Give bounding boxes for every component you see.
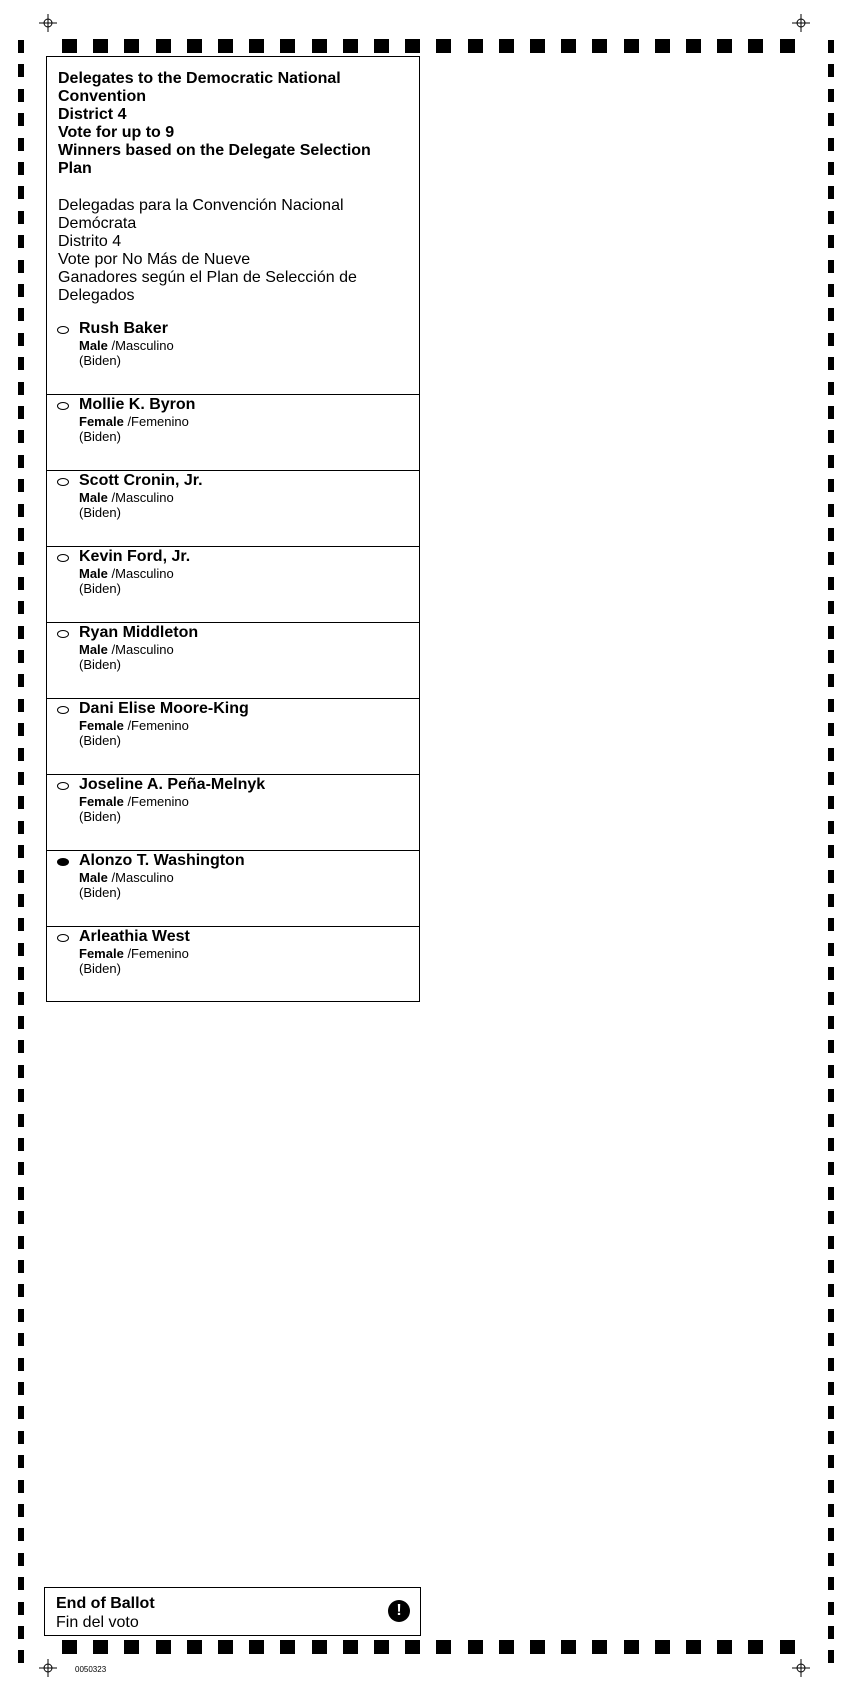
timing-mark [828, 406, 834, 419]
timing-mark [828, 113, 834, 126]
timing-mark [828, 577, 834, 590]
title-line: Delegadas para la Convención Nacional [58, 197, 344, 214]
timing-mark [828, 1162, 834, 1175]
vote-oval[interactable] [57, 630, 69, 638]
timing-mark [18, 211, 24, 224]
timing-mark [18, 1626, 24, 1639]
candidate-option[interactable] [47, 927, 419, 1003]
timing-mark [18, 1431, 24, 1444]
timing-mark [18, 1114, 24, 1127]
candidate-name: Joseline A. Peña-Melnyk [79, 776, 266, 793]
timing-mark [436, 39, 451, 53]
title-line: Ganadores según el Plan de Selección de [58, 269, 357, 286]
vote-oval[interactable] [57, 934, 69, 942]
timing-mark [828, 89, 834, 102]
timing-mark [828, 1602, 834, 1615]
timing-mark [828, 382, 834, 395]
timing-mark [499, 1640, 514, 1654]
timing-mark [18, 1480, 24, 1493]
timing-mark [828, 796, 834, 809]
timing-mark [828, 1626, 834, 1639]
timing-mark [18, 894, 24, 907]
gender-english: Male [79, 338, 108, 353]
timing-mark [18, 40, 24, 53]
gender-spanish: /Masculino [111, 870, 174, 885]
candidate-name: Arleathia West [79, 928, 190, 945]
gender-english: Female [79, 946, 124, 961]
candidate-option[interactable] [47, 623, 419, 699]
timing-mark [18, 357, 24, 370]
candidate-option[interactable] [47, 851, 419, 927]
contest-title-spanish [58, 197, 409, 305]
timing-mark [18, 943, 24, 956]
timing-marks-bottom [0, 1640, 852, 1654]
timing-mark [828, 1406, 834, 1419]
candidate-affiliation: (Biden) [79, 961, 121, 976]
timing-mark [828, 1309, 834, 1322]
timing-mark [828, 1114, 834, 1127]
end-of-ballot-box [44, 1587, 421, 1636]
timing-mark [93, 1640, 108, 1654]
timing-mark [18, 89, 24, 102]
candidate-affiliation: (Biden) [79, 429, 121, 444]
timing-mark [18, 1236, 24, 1249]
timing-mark [18, 1602, 24, 1615]
gender-spanish: /Femenino [127, 414, 189, 429]
timing-mark [828, 992, 834, 1005]
timing-mark [18, 1382, 24, 1395]
timing-mark [18, 1528, 24, 1541]
timing-mark [828, 1211, 834, 1224]
timing-mark [18, 186, 24, 199]
vote-oval[interactable] [57, 326, 69, 334]
timing-mark [312, 39, 327, 53]
registration-mark-bottom-right-icon [792, 1659, 810, 1677]
timing-mark [828, 1431, 834, 1444]
timing-mark [828, 162, 834, 175]
timing-mark [218, 1640, 233, 1654]
timing-mark [18, 967, 24, 980]
timing-mark [828, 504, 834, 517]
timing-mark [18, 382, 24, 395]
timing-mark [187, 1640, 202, 1654]
timing-mark [828, 1187, 834, 1200]
timing-mark [468, 1640, 483, 1654]
timing-mark [18, 1553, 24, 1566]
timing-mark [828, 1236, 834, 1249]
timing-mark [18, 333, 24, 346]
timing-mark [156, 39, 171, 53]
timing-mark [18, 1065, 24, 1078]
title-line: District 4 [58, 106, 127, 123]
timing-mark [828, 1260, 834, 1273]
candidate-affiliation: (Biden) [79, 809, 121, 824]
timing-mark [18, 552, 24, 565]
timing-mark [18, 992, 24, 1005]
timing-mark [780, 39, 795, 53]
candidate-affiliation: (Biden) [79, 505, 121, 520]
timing-mark [828, 260, 834, 273]
timing-mark [18, 1162, 24, 1175]
timing-mark [828, 674, 834, 687]
timing-mark [62, 1640, 77, 1654]
timing-mark [828, 284, 834, 297]
end-of-ballot-label-spanish: Fin del voto [56, 1614, 139, 1631]
timing-mark [828, 821, 834, 834]
timing-mark [828, 1528, 834, 1541]
timing-mark [124, 1640, 139, 1654]
timing-mark [828, 1553, 834, 1566]
timing-mark [18, 626, 24, 639]
title-line: Plan [58, 160, 92, 177]
timing-mark [18, 1455, 24, 1468]
timing-mark [18, 406, 24, 419]
timing-mark [624, 1640, 639, 1654]
contest-header [47, 57, 419, 305]
gender-english: Male [79, 870, 108, 885]
timing-mark [748, 39, 763, 53]
timing-mark [530, 1640, 545, 1654]
title-line: Distrito 4 [58, 233, 122, 250]
vote-oval[interactable] [57, 782, 69, 790]
timing-mark [780, 1640, 795, 1654]
timing-mark [343, 1640, 358, 1654]
title-line: Winners based on the Delegate Selection [58, 142, 371, 159]
timing-mark [312, 1640, 327, 1654]
timing-mark [18, 601, 24, 614]
timing-mark [93, 39, 108, 53]
timing-mark [18, 308, 24, 321]
candidate-name: Dani Elise Moore-King [79, 700, 249, 717]
timing-mark [828, 1065, 834, 1078]
timing-mark [828, 528, 834, 541]
timing-mark [828, 1284, 834, 1297]
candidate-option[interactable] [47, 775, 419, 851]
candidate-option[interactable] [47, 471, 419, 547]
timing-mark [18, 479, 24, 492]
candidate-option[interactable] [47, 395, 419, 471]
timing-mark [18, 918, 24, 931]
timing-mark [124, 39, 139, 53]
title-line: Delegados [58, 287, 135, 304]
timing-mark [18, 162, 24, 175]
timing-mark [18, 796, 24, 809]
timing-mark [218, 39, 233, 53]
timing-mark [828, 479, 834, 492]
timing-mark [18, 1284, 24, 1297]
timing-mark [655, 39, 670, 53]
timing-mark [828, 1455, 834, 1468]
timing-mark [343, 39, 358, 53]
timing-mark [828, 943, 834, 956]
gender-english: Female [79, 414, 124, 429]
timing-mark [18, 845, 24, 858]
gender-spanish: /Femenino [127, 718, 189, 733]
timing-marks-top [0, 39, 852, 53]
timing-mark [18, 1358, 24, 1371]
candidate-gender [79, 718, 189, 733]
timing-mark [828, 650, 834, 663]
timing-mark [18, 284, 24, 297]
timing-mark [561, 39, 576, 53]
timing-mark [828, 626, 834, 639]
timing-mark [18, 1187, 24, 1200]
timing-mark [18, 577, 24, 590]
timing-mark [18, 748, 24, 761]
registration-mark-top-left-icon [39, 14, 57, 32]
registration-mark-bottom-left-icon [39, 1659, 57, 1677]
contest-title-english [58, 70, 409, 178]
candidate-name: Scott Cronin, Jr. [79, 472, 203, 489]
timing-mark [828, 1504, 834, 1517]
title-line: Vote por No Más de Nueve [58, 251, 251, 268]
candidate-list [47, 319, 419, 1003]
timing-mark [18, 1089, 24, 1102]
candidate-option[interactable] [47, 547, 419, 623]
timing-mark [18, 1016, 24, 1029]
timing-mark [18, 870, 24, 883]
timing-mark [828, 601, 834, 614]
timing-mark [828, 1089, 834, 1102]
timing-mark [374, 1640, 389, 1654]
timing-mark [828, 1333, 834, 1346]
timing-mark [717, 39, 732, 53]
timing-mark [561, 1640, 576, 1654]
gender-spanish: /Femenino [127, 946, 189, 961]
timing-mark [828, 430, 834, 443]
candidate-gender [79, 338, 174, 353]
timing-mark [18, 674, 24, 687]
timing-mark [828, 64, 834, 77]
timing-mark [828, 845, 834, 858]
timing-mark [18, 772, 24, 785]
timing-mark [18, 528, 24, 541]
gender-spanish: /Masculino [111, 642, 174, 657]
timing-mark [828, 1358, 834, 1371]
timing-mark [828, 918, 834, 931]
timing-mark [828, 1382, 834, 1395]
timing-mark [18, 1211, 24, 1224]
timing-mark [499, 39, 514, 53]
timing-mark [18, 1406, 24, 1419]
timing-mark [828, 357, 834, 370]
registration-mark-top-right-icon [792, 14, 810, 32]
vote-oval[interactable] [57, 706, 69, 714]
timing-mark [18, 1333, 24, 1346]
timing-mark [828, 333, 834, 346]
timing-mark [828, 235, 834, 248]
title-line: Convention [58, 88, 146, 105]
timing-mark [748, 1640, 763, 1654]
gender-spanish: /Masculino [111, 338, 174, 353]
vote-oval[interactable] [57, 554, 69, 562]
title-line: Vote for up to 9 [58, 124, 175, 141]
gender-english: Male [79, 490, 108, 505]
timing-mark [468, 39, 483, 53]
timing-mark [828, 699, 834, 712]
timing-mark [828, 308, 834, 321]
timing-mark [18, 821, 24, 834]
timing-mark [18, 650, 24, 663]
candidate-gender [79, 490, 174, 505]
timing-mark [530, 39, 545, 53]
timing-mark [156, 1640, 171, 1654]
gender-english: Female [79, 794, 124, 809]
exclamation-icon: ! [388, 1600, 410, 1622]
timing-mark [592, 39, 607, 53]
vote-oval[interactable] [57, 478, 69, 486]
timing-mark [828, 1577, 834, 1590]
candidate-affiliation: (Biden) [79, 885, 121, 900]
candidate-affiliation: (Biden) [79, 353, 121, 368]
timing-mark [828, 552, 834, 565]
timing-mark [828, 1040, 834, 1053]
timing-mark [187, 39, 202, 53]
end-of-ballot-label: End of Ballot [56, 1595, 155, 1612]
timing-marks-right [828, 0, 838, 1693]
timing-mark [18, 113, 24, 126]
timing-mark [18, 723, 24, 736]
timing-mark [655, 1640, 670, 1654]
timing-mark [624, 39, 639, 53]
timing-mark [717, 1640, 732, 1654]
title-line: Delegates to the Democratic National [58, 70, 341, 87]
timing-mark [686, 39, 701, 53]
timing-mark [18, 1138, 24, 1151]
timing-mark [828, 772, 834, 785]
timing-mark [828, 894, 834, 907]
candidate-gender [79, 414, 189, 429]
timing-mark [18, 1577, 24, 1590]
title-line: Demócrata [58, 215, 137, 232]
timing-mark [249, 1640, 264, 1654]
timing-mark [828, 748, 834, 761]
timing-mark [828, 1650, 834, 1663]
timing-mark [828, 455, 834, 468]
timing-mark [18, 1309, 24, 1322]
timing-mark [280, 39, 295, 53]
candidate-affiliation: (Biden) [79, 581, 121, 596]
timing-mark [18, 430, 24, 443]
timing-mark [828, 1480, 834, 1493]
candidate-name: Rush Baker [79, 320, 168, 337]
timing-mark [18, 1504, 24, 1517]
timing-mark [18, 235, 24, 248]
candidate-option[interactable] [47, 699, 419, 775]
contest-box [46, 56, 420, 1002]
timing-mark [18, 1040, 24, 1053]
timing-mark [592, 1640, 607, 1654]
timing-mark [18, 64, 24, 77]
candidate-gender [79, 642, 174, 657]
timing-marks-left [18, 0, 28, 1693]
timing-mark [18, 699, 24, 712]
gender-english: Male [79, 566, 108, 581]
vote-oval[interactable] [57, 402, 69, 410]
candidate-affiliation: (Biden) [79, 733, 121, 748]
candidate-gender [79, 946, 189, 961]
timing-mark [686, 1640, 701, 1654]
timing-mark [405, 39, 420, 53]
timing-mark [828, 1138, 834, 1151]
timing-mark [18, 138, 24, 151]
candidate-name: Ryan Middleton [79, 624, 199, 641]
candidate-name: Alonzo T. Washington [79, 852, 245, 869]
timing-mark [280, 1640, 295, 1654]
gender-english: Female [79, 718, 124, 733]
timing-mark [18, 504, 24, 517]
timing-mark [828, 138, 834, 151]
timing-mark [62, 39, 77, 53]
timing-mark [18, 260, 24, 273]
ballot-code: 0050323 [75, 1665, 107, 1674]
gender-spanish: /Femenino [127, 794, 189, 809]
timing-mark [828, 40, 834, 53]
gender-english: Male [79, 642, 108, 657]
timing-mark [374, 39, 389, 53]
candidate-affiliation: (Biden) [79, 657, 121, 672]
candidate-option[interactable] [47, 319, 419, 395]
candidate-name: Kevin Ford, Jr. [79, 548, 191, 565]
timing-mark [436, 1640, 451, 1654]
timing-mark [828, 967, 834, 980]
timing-mark [828, 211, 834, 224]
timing-mark [828, 870, 834, 883]
timing-mark [18, 455, 24, 468]
timing-mark [249, 39, 264, 53]
candidate-gender [79, 794, 189, 809]
timing-mark [18, 1260, 24, 1273]
candidate-gender [79, 870, 174, 885]
timing-mark [828, 723, 834, 736]
timing-mark [828, 1016, 834, 1029]
candidate-gender [79, 566, 174, 581]
timing-mark [828, 186, 834, 199]
timing-mark [18, 1650, 24, 1663]
gender-spanish: /Masculino [111, 566, 174, 581]
timing-mark [405, 1640, 420, 1654]
vote-oval[interactable] [57, 858, 69, 866]
candidate-name: Mollie K. Byron [79, 396, 196, 413]
gender-spanish: /Masculino [111, 490, 174, 505]
